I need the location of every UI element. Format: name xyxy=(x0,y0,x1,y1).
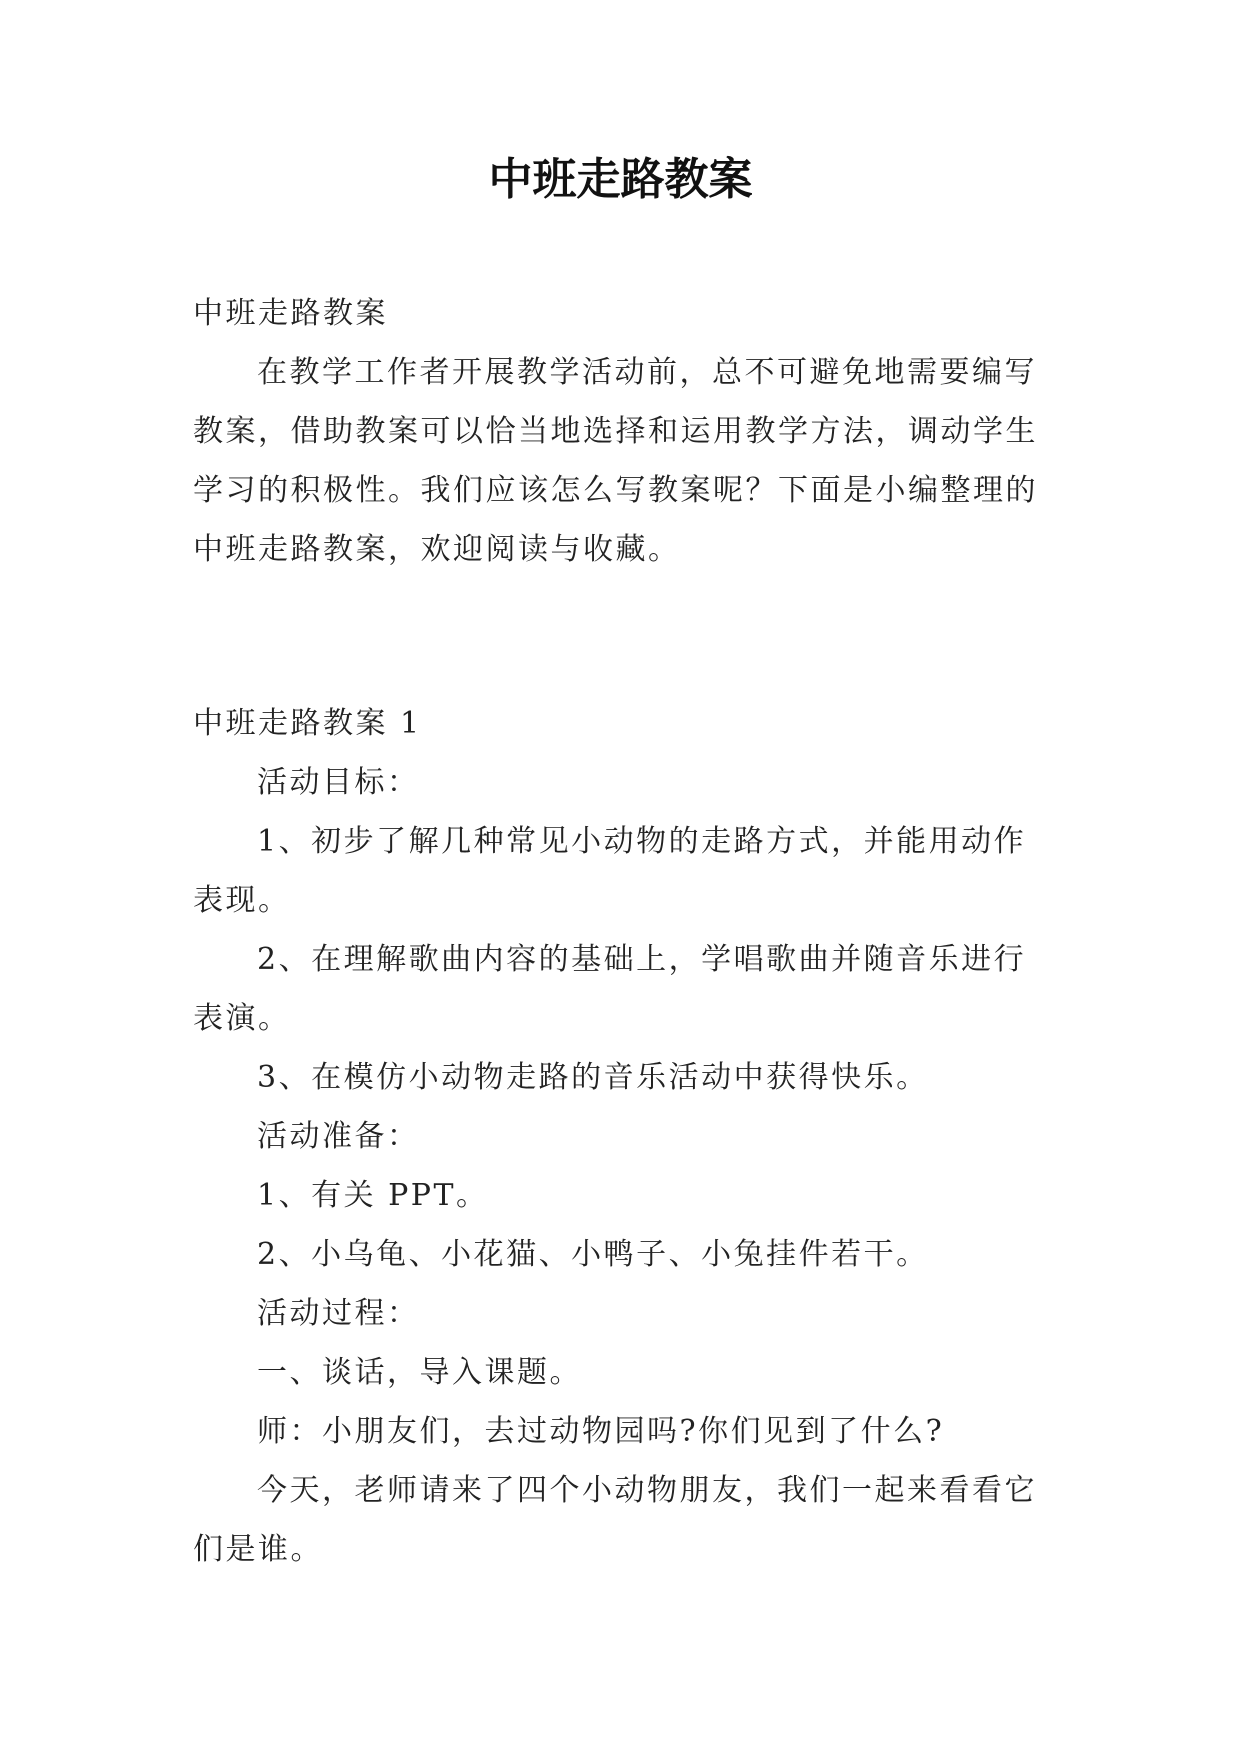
intro-section xyxy=(193,284,1053,579)
prep-label: 活动准备： xyxy=(257,1119,420,1154)
goal-item-1: 1、初步了解几种常见小动物的走路方式，并能用动作表现。 xyxy=(193,824,1027,918)
lesson-plan-section-1 xyxy=(193,694,1053,1579)
intro-paragraph: 在教学工作者开展教学活动前，总不可避免地需要编写教案，借助教案可以恰当地选择和运用教学方法，调动学生学习的积极性。我们应该怎么写教案呢？下面是小编整理的中班走路教案，欢迎阅读与收藏。 xyxy=(193,355,1038,567)
document-title: 中班走路教案 xyxy=(488,154,753,205)
goal-item-3: 3、在模仿小动物走路的音乐活动中获得快乐。 xyxy=(257,1060,929,1095)
subtitle: 中班走路教案 xyxy=(193,296,388,331)
process-step-1: 一、谈话，导入课题。 xyxy=(257,1355,582,1390)
section-heading: 中班走路教案 1 xyxy=(193,706,422,741)
goals-label: 活动目标： xyxy=(257,765,420,800)
teacher-dialogue: 师：小朋友们，去过动物园吗?你们见到了什么? xyxy=(257,1414,945,1449)
prep-item-2: 2、小乌龟、小花猫、小鸭子、小兔挂件若干。 xyxy=(257,1237,929,1272)
process-label: 活动过程： xyxy=(257,1296,420,1331)
prep-item-1: 1、有关 PPT。 xyxy=(257,1178,489,1213)
goal-item-2: 2、在理解歌曲内容的基础上，学唱歌曲并随音乐进行表演。 xyxy=(193,942,1027,1036)
today-paragraph: 今天，老师请来了四个小动物朋友，我们一起来看看它们是谁。 xyxy=(193,1473,1037,1567)
